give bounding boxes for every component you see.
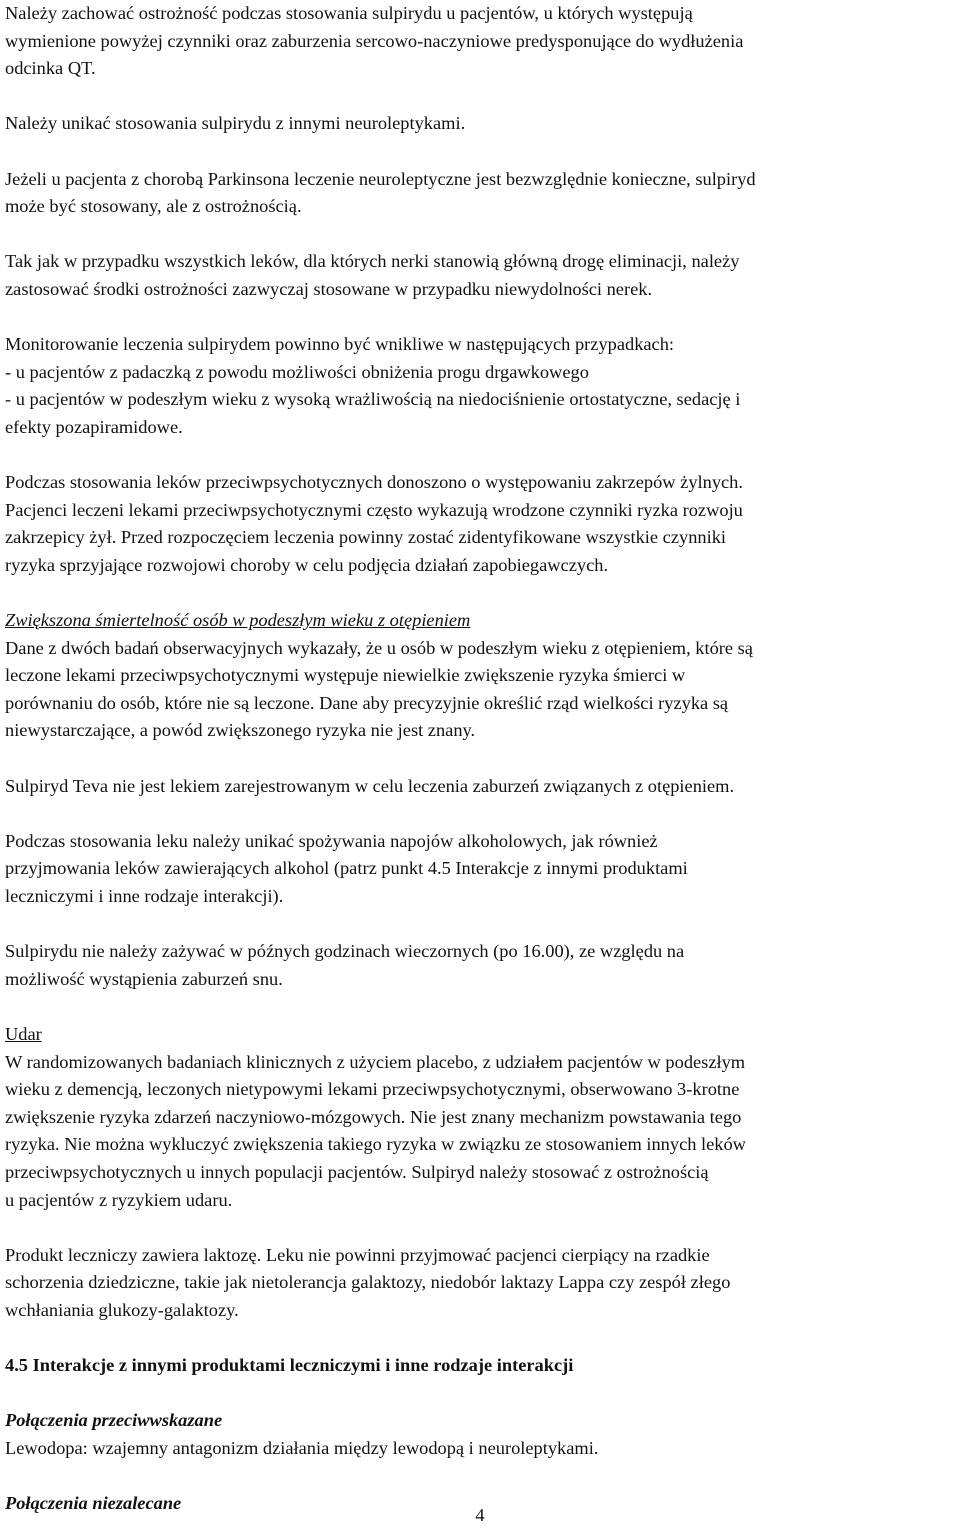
paragraph-evening xyxy=(5,938,955,993)
text-line: zastosować środki ostrożności zazwyczaj stosowane w przypadku niewydolności nerek. xyxy=(5,278,653,299)
paragraph-thrombosis xyxy=(5,469,955,579)
subsection-heading: Zwiększona śmiertelność osób w podeszłym wieku z otępieniem xyxy=(5,610,471,631)
section-heading: 4.5 Interakcje z innymi produktami leczniczymi i inne rodzaje interakcji xyxy=(5,1355,574,1376)
text-line: wieku z demencją, leczonych nietypowymi lekami przeciwpsychotycznymi, obserwowano 3-krotne xyxy=(5,1079,740,1100)
list-item: - u pacjentów z padaczką z powodu możliwości obniżenia progu drgawkowego xyxy=(5,361,589,382)
text-line: wymienione powyżej czynniki oraz zaburzenia sercowo-naczyniowe predysponujące do wydłużenia xyxy=(5,30,744,51)
text-line: Sulpiryd Teva nie jest lekiem zarejestrowanym w celu leczenia zaburzeń związanych z otępieniem. xyxy=(5,775,735,796)
text-line: Sulpirydu nie należy zażywać w późnych godzinach wieczornych (po 16.00), ze względu na xyxy=(5,941,685,962)
text-line: możliwość wystąpienia zaburzeń snu. xyxy=(5,968,283,989)
text-line: może być stosowany, ale z ostrożnością. xyxy=(5,196,302,217)
paragraph-monitoring xyxy=(5,331,955,441)
text-line: Lewodopa: wzajemny antagonizm działania między lewodopą i neuroleptykami. xyxy=(5,1437,599,1458)
paragraph-not-registered xyxy=(5,773,955,801)
subsection-heading: Udar xyxy=(5,1023,42,1044)
text-line: u pacjentów z ryzykiem udaru. xyxy=(5,1189,233,1210)
subsection-heading: Połączenia niezalecane xyxy=(5,1493,182,1514)
text-line: zwiększenie ryzyka zdarzeń naczyniowo-mózgowych. Nie jest znany mechanizm powstawania tego xyxy=(5,1106,742,1127)
text-line: porównaniu do osób, które nie są leczone. Dane aby precyzyjnie określić rząd wielkości ryzyka są xyxy=(5,692,729,713)
section-stroke xyxy=(5,1021,955,1214)
paragraph-qt-caution xyxy=(5,0,955,83)
document-page xyxy=(5,0,955,1518)
text-line: Należy unikać stosowania sulpirydu z innymi neuroleptykami. xyxy=(5,113,466,134)
text-line: Należy zachować ostrożność podczas stosowania sulpirydu u pacjentów, u których występują xyxy=(5,3,693,23)
text-line: zakrzepicy żył. Przed rozpoczęciem leczenia powinny zostać zidentyfikowane wszystkie czynniki xyxy=(5,527,727,548)
text-line: odcinka QT. xyxy=(5,58,96,79)
text-line: efekty pozapiramidowe. xyxy=(5,416,183,437)
text-line: Dane z dwóch badań obserwacyjnych wykazały, że u osób w podeszłym wieku z otępieniem, które są xyxy=(5,637,753,658)
text-line: leczone lekami przeciwpsychotycznymi występuje niewielkie zwiększenie ryzyka śmierci w xyxy=(5,665,686,686)
text-line: przyjmowania leków zawierających alkohol (patrz punkt 4.5 Interakcje z innymi produktami xyxy=(5,858,688,879)
paragraph-neuroleptics xyxy=(5,110,955,138)
text-line: ryzyka sprzyjające rozwojowi choroby w celu podjęcia działań zapobiegawczych. xyxy=(5,554,609,575)
text-line: wchłaniania glukozy-galaktozy. xyxy=(5,1299,239,1320)
section-dementia-mortality xyxy=(5,607,955,745)
paragraph-lactose xyxy=(5,1242,955,1325)
text-line: W randomizowanych badaniach klinicznych z użyciem placebo, z udziałem pacjentów w podeszłym xyxy=(5,1051,746,1072)
text-line: Tak jak w przypadku wszystkich leków, dla których nerki stanowią główną drogę eliminacji, należy xyxy=(5,251,740,272)
list-item: - u pacjentów w podeszłym wieku z wysoką wrażliwością na niedociśnienie ortostatyczne, sedację i xyxy=(5,389,741,410)
text-line: Produkt leczniczy zawiera laktozę. Leku nie powinni przyjmować pacjenci cierpiący na rzadkie xyxy=(5,1244,710,1265)
page-number: 4 xyxy=(475,1505,485,1525)
text-line: ryzyka. Nie można wykluczyć zwiększenia takiego ryzyka w związku ze stosowaniem innych leków xyxy=(5,1134,746,1155)
paragraph-alcohol xyxy=(5,828,955,911)
subsection-heading: Połączenia przeciwwskazane xyxy=(5,1410,223,1431)
paragraph-parkinson xyxy=(5,166,955,221)
text-line: Monitorowanie leczenia sulpirydem powinno być wnikliwe w następujących przypadkach: xyxy=(5,334,675,355)
text-line: niewystarczające, a powód zwiększonego ryzyka nie jest znany. xyxy=(5,720,476,741)
text-line: Podczas stosowania leków przeciwpsychotycznych donoszono o występowaniu zakrzepów żylnych. xyxy=(5,472,743,493)
section-contraindicated xyxy=(5,1407,955,1462)
text-line: schorzenia dziedziczne, takie jak nietolerancja galaktozy, niedobór laktazy Lappa czy zespół złego xyxy=(5,1272,731,1293)
paragraph-renal xyxy=(5,248,955,303)
text-line: Jeżeli u pacjenta z chorobą Parkinsona leczenie neuroleptyczne jest bezwzględnie konieczne, sulpiryd xyxy=(5,168,756,189)
text-line: Podczas stosowania leku należy unikać spożywania napojów alkoholowych, jak również xyxy=(5,830,658,851)
text-line: przeciwpsychotycznych u innych populacji pacjentów. Sulpiryd należy stosować z ostrożnością xyxy=(5,1161,709,1182)
text-line: Pacjenci leczeni lekami przeciwpsychotycznymi często wykazują wrodzone czynniki ryzka rozwoju xyxy=(5,499,743,520)
text-line: leczniczymi i inne rodzaje interakcji). xyxy=(5,886,284,906)
